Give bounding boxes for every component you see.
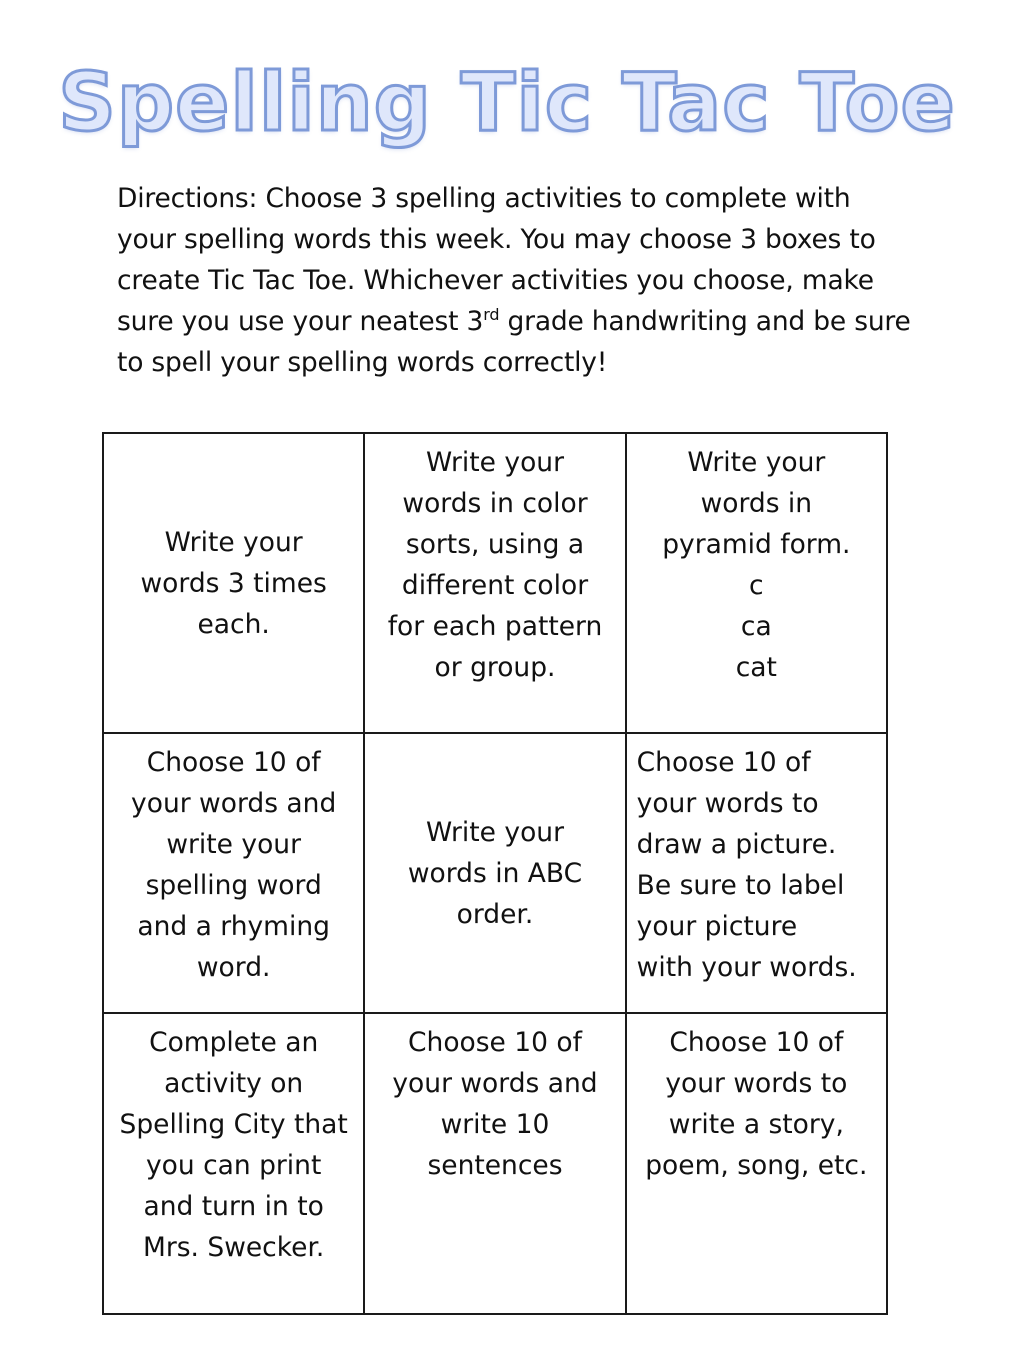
cell-text-line: different color (401, 570, 589, 601)
activity-cell-1-3[interactable] (626, 433, 887, 733)
directions-ordinal-suffix: rd (483, 305, 500, 325)
activity-cell-3-2[interactable] (364, 1013, 625, 1314)
activity-cell-2-2[interactable] (364, 733, 625, 1013)
directions-paragraph (117, 178, 917, 383)
cell-text-line: Choose 10 of (146, 747, 321, 778)
cell-text-line: Write your (426, 447, 564, 478)
cell-text-line: Choose 10 of (669, 1027, 844, 1058)
cell-text-line: poem, song, etc. (645, 1150, 868, 1181)
cell-text-line: activity on (164, 1068, 304, 1099)
activity-cell-1-2[interactable] (364, 433, 625, 733)
cell-text-line: your picture (636, 911, 798, 942)
activity-cell-3-3[interactable] (626, 1013, 887, 1314)
cell-text-line: for each pattern (387, 611, 603, 642)
cell-text-line: words in color (402, 488, 588, 519)
cell-text-line: words in ABC (407, 857, 583, 889)
board-row-1 (103, 433, 887, 733)
cell-text-line: with your words. (636, 952, 857, 983)
cell-text-line: sentences (427, 1150, 563, 1181)
cell-text-line: order. (456, 898, 534, 930)
cell-text-line: Be sure to label (636, 870, 845, 901)
cell-text-line: word. (196, 952, 271, 983)
activity-cell-1-1[interactable] (103, 433, 364, 733)
board-row-3 (103, 1013, 887, 1314)
cell-text-line: Mrs. Swecker. (142, 1232, 325, 1263)
tic-tac-toe-board (102, 432, 888, 1315)
cell-text-line: you can print (145, 1150, 322, 1181)
cell-text-line: and a rhyming (137, 911, 330, 942)
cell-text-line: words 3 times (140, 567, 327, 599)
cell-text-line: and turn in to (143, 1191, 324, 1222)
cell-text-line: Write your (687, 447, 826, 478)
cell-text-line: pyramid form. (662, 529, 851, 560)
cell-text-line: each. (197, 608, 270, 640)
cell-text-line: write a story, (668, 1109, 844, 1140)
cell-text-line: write your (166, 829, 301, 860)
cell-text-line: Choose 10 of (408, 1027, 582, 1058)
board-row-2 (103, 733, 887, 1013)
cell-text-line: write 10 (440, 1109, 550, 1140)
cell-text-line: Choose 10 of (636, 747, 811, 778)
cell-text-line: c (749, 570, 764, 601)
cell-text-line: Spelling City that (119, 1109, 348, 1140)
cell-text-line: your words to (665, 1068, 848, 1099)
cell-text-line: your words and (392, 1068, 598, 1099)
cell-text-line: Write your (164, 526, 303, 558)
cell-text-line: Write your (426, 816, 564, 848)
directions-text-end: grade handwriting and be sure to spell your spelling words correctly! (117, 306, 911, 378)
cell-text-line: ca (740, 611, 772, 642)
cell-text-line: cat (735, 652, 777, 683)
activity-cell-2-3[interactable] (626, 733, 887, 1013)
cell-text-line: spelling word (145, 870, 322, 901)
page-title: Spelling Tic Tac Toe (58, 56, 956, 149)
cell-text-line: your words and (131, 788, 337, 819)
directions-text-start: Directions: Choose 3 spelling activities to complete with your spelling words this week. You may choose 3 boxes to create Tic Tac Toe. Whichever activities you choose, make sure you use your neatest 3 (117, 183, 876, 337)
cell-text-line: words in (700, 488, 813, 519)
cell-text-line: or group. (434, 652, 556, 683)
activity-cell-3-1[interactable] (103, 1013, 364, 1314)
cell-text-line: draw a picture. (636, 829, 837, 860)
cell-text-line: sorts, using a (405, 529, 585, 560)
cell-text-line: Complete an (149, 1027, 319, 1058)
activity-cell-2-1[interactable] (103, 733, 364, 1013)
cell-text-line: your words to (636, 788, 819, 819)
